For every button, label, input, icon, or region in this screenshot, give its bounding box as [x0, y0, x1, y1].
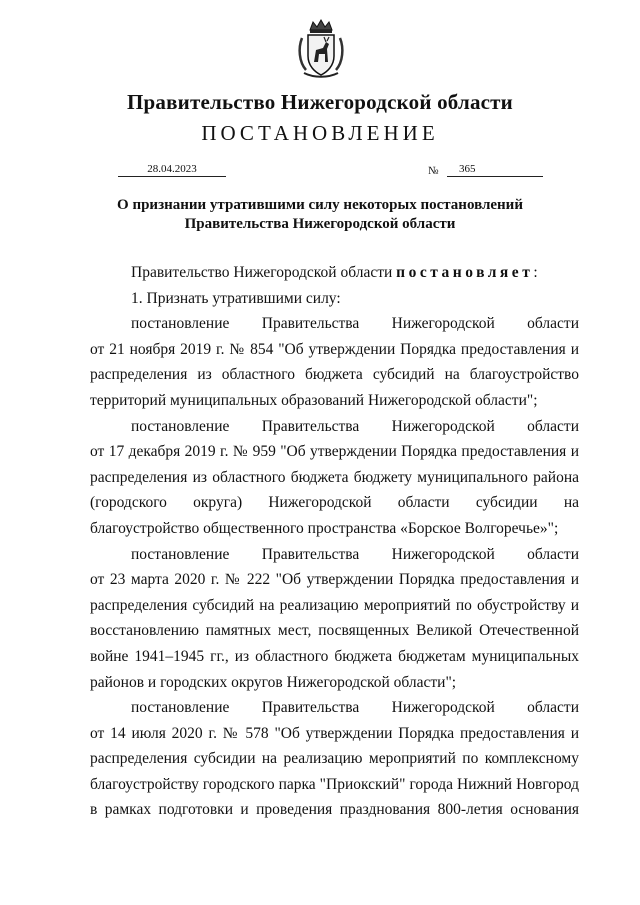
document-type: ПОСТАНОВЛЕНИЕ [201, 121, 439, 145]
item-1: 1. Признать утратившими силу: [131, 289, 341, 307]
intro-suffix: : [533, 264, 538, 281]
resolution-1-text: от 21 ноября 2019 г. № 854 "Об утверждении Порядка предоставления и распределения из областного бюджета субсидий на благоустройство территорий муниципальных образований Нижегородской области"; [90, 340, 579, 409]
document-body [90, 260, 579, 823]
document-number: 365 [447, 162, 543, 177]
coat-of-arms-emblem [296, 18, 346, 80]
intro-prefix: Правительство Нижегородской области [131, 264, 397, 281]
subject-line-1: О признании утратившими силу некоторых постановлений [117, 197, 523, 213]
number-label: № [428, 165, 439, 177]
intro-resolves: постановляет [396, 264, 534, 281]
document-subject [60, 196, 580, 234]
resolution-4-head: постановление Правительства Нижегородской области [131, 699, 579, 717]
resolution-4-text: от 14 июля 2020 г. № 578 "Об утверждении Порядка предоставления и распределения субсидии на реализацию мероприятий по комплексному благоустройству городского парка "Приокский" города Нижний Новгород в рамках подготовки и проведения празднования 800-летия основания [90, 724, 579, 819]
resolution-3-head: постановление Правительства Нижегородской области [131, 545, 579, 563]
subject-line-2: Правительства Нижегородской области [184, 216, 456, 232]
resolution-2-text: от 17 декабря 2019 г. № 959 "Об утверждении Порядка предоставления и распределения из областного бюджета бюджету муниципального района (городского округа) Нижегородской области субсидии на благоустройство общественного пространства «Борское Волгоречье»"; [90, 443, 579, 537]
resolution-2-head: постановление Правительства Нижегородской области [131, 417, 579, 435]
resolution-3-text: от 23 марта 2020 г. № 222 "Об утверждении Порядка предоставления и распределения субсидий на реализацию мероприятий по обустройству и восстановлению памятных мест, посвященных Великой Отечественной войне 1941–1945 гг., из областного бюджета бюджетам муниципальных районов и городских округов Нижегородской области"; [90, 571, 579, 691]
government-title: Правительство Нижегородской области [127, 90, 513, 114]
document-date: 28.04.2023 [118, 162, 226, 177]
intro-paragraph [90, 260, 579, 286]
resolution-1-head: постановление Правительства Нижегородской области [131, 315, 579, 333]
